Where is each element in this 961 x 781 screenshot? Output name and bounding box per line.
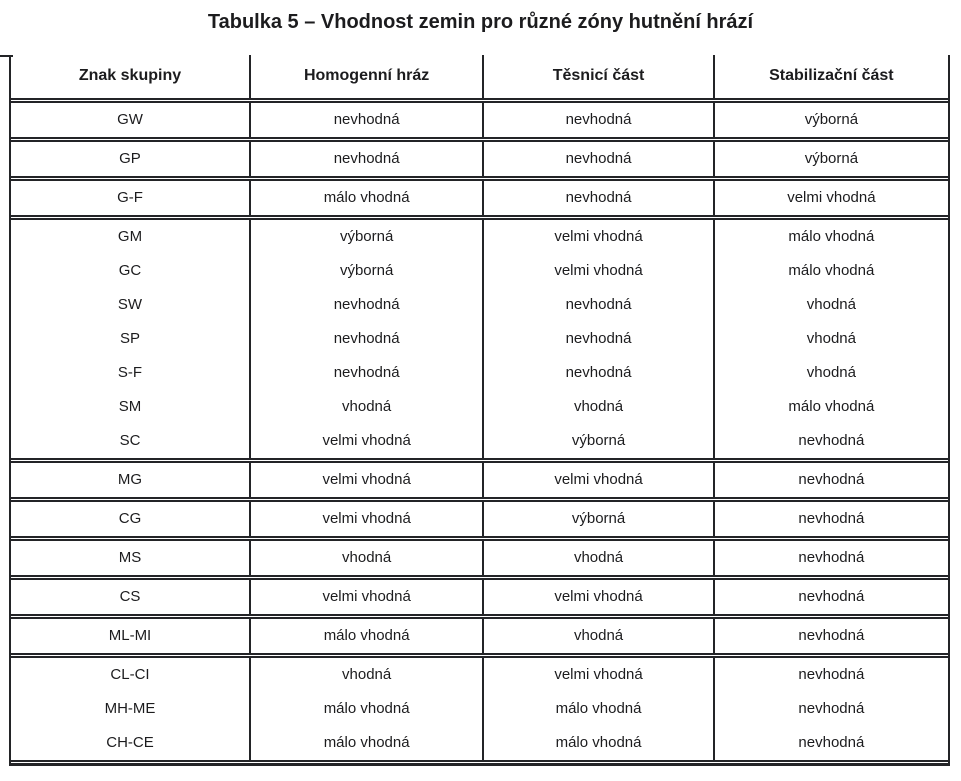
cell-suitability: výborná — [249, 220, 482, 254]
cell-suitability: výborná — [713, 142, 948, 176]
row-group — [11, 179, 948, 217]
cell-suitability: velmi vhodná — [482, 580, 713, 614]
cell-group-code-GP: GP — [119, 150, 141, 167]
cell-suitability: výborná — [713, 103, 948, 137]
table-body — [11, 101, 948, 762]
cell-group-code-GM: GM — [117, 228, 143, 245]
cell-group-code-SW: SW — [117, 296, 143, 313]
cell-group-code-CL-CI: CL-CI — [110, 666, 150, 683]
row-group — [11, 218, 948, 460]
cell-group-code-CS: CS — [119, 588, 141, 605]
cell-suitability: málo vhodná — [482, 692, 713, 726]
cell-suitability: nevhodná — [249, 356, 482, 390]
table-row-MS — [11, 541, 948, 575]
cell-suitability: málo vhodná — [249, 181, 482, 215]
cell-group-code-MS: MS — [118, 549, 142, 566]
cell-suitability: vhodná — [713, 322, 948, 356]
cell-suitability: nevhodná — [713, 726, 948, 760]
cell-group-code-SC: SC — [119, 432, 141, 449]
cell-suitability: nevhodná — [249, 103, 482, 137]
row-group — [11, 578, 948, 616]
cell-suitability: málo vhodná — [713, 390, 948, 424]
cell-group-code-ML-MI: ML-MI — [108, 627, 152, 644]
cell-suitability: vhodná — [482, 619, 713, 653]
cell-suitability: nevhodná — [482, 142, 713, 176]
cell-suitability: málo vhodná — [713, 220, 948, 254]
row-group — [11, 461, 948, 499]
column-header-homogenni-hraz: Homogenní hráz — [249, 55, 482, 98]
cell-suitability: nevhodná — [713, 463, 948, 497]
cell-suitability: velmi vhodná — [482, 220, 713, 254]
cell-group-code-MH-ME: MH-ME — [104, 700, 156, 717]
cell-suitability: velmi vhodná — [249, 580, 482, 614]
cell-suitability: velmi vhodná — [249, 463, 482, 497]
cell-suitability: nevhodná — [249, 142, 482, 176]
cell-suitability: vhodná — [713, 356, 948, 390]
cell-suitability: vhodná — [713, 288, 948, 322]
cell-group-code-S-F: S-F — [117, 364, 143, 381]
cell-suitability: nevhodná — [713, 692, 948, 726]
cell-group-code-GC: GC — [118, 262, 142, 279]
table-row-CS — [11, 580, 948, 614]
table-title: Tabulka 5 – Vhodnost zemin pro různé zóny hutnění hrází — [207, 11, 754, 33]
table-row-MH-ME — [11, 692, 948, 726]
soil-suitability-table — [9, 55, 950, 766]
cell-suitability: velmi vhodná — [482, 658, 713, 692]
table-row-CG — [11, 502, 948, 536]
cell-suitability: málo vhodná — [713, 254, 948, 288]
column-header-znak-skupiny: Znak skupiny — [78, 67, 182, 84]
cell-suitability: nevhodná — [713, 580, 948, 614]
table-row-SP — [11, 322, 948, 356]
cell-suitability: velmi vhodná — [713, 181, 948, 215]
cell-suitability: vhodná — [482, 390, 713, 424]
cell-suitability: nevhodná — [482, 288, 713, 322]
table-row-CL-CI — [11, 658, 948, 692]
table-row-MG — [11, 463, 948, 497]
cell-suitability: velmi vhodná — [249, 424, 482, 458]
cell-suitability: málo vhodná — [249, 726, 482, 760]
table-header-group — [11, 55, 948, 100]
cell-group-code-CG: CG — [118, 510, 142, 527]
table-row-GM — [11, 220, 948, 254]
cell-suitability: nevhodná — [713, 658, 948, 692]
cell-suitability: nevhodná — [713, 619, 948, 653]
column-header-tesnici-cast: Těsnicí část — [482, 55, 713, 98]
table-row-CH-CE — [11, 726, 948, 760]
cell-suitability: vhodná — [482, 541, 713, 575]
row-group — [11, 617, 948, 655]
cell-suitability: nevhodná — [713, 541, 948, 575]
cell-suitability: nevhodná — [249, 322, 482, 356]
cell-group-code-SP: SP — [119, 330, 140, 347]
row-group — [11, 500, 948, 538]
cell-suitability: velmi vhodná — [249, 502, 482, 536]
row-group — [11, 101, 948, 139]
cell-suitability: nevhodná — [482, 356, 713, 390]
table-row-ML-MI — [11, 619, 948, 653]
cell-suitability: nevhodná — [482, 103, 713, 137]
cell-group-code-SM: SM — [118, 398, 142, 415]
cell-suitability: nevhodná — [249, 288, 482, 322]
cell-group-code-MG: MG — [117, 471, 143, 488]
table-row-GW — [11, 103, 948, 137]
cell-suitability: málo vhodná — [249, 619, 482, 653]
cell-suitability: málo vhodná — [249, 692, 482, 726]
row-group — [11, 539, 948, 577]
cell-suitability: vhodná — [249, 390, 482, 424]
table-header-row — [11, 55, 948, 98]
table-row-SW — [11, 288, 948, 322]
table-row-S-F — [11, 356, 948, 390]
cell-group-code-G-F: G-F — [117, 189, 143, 206]
cell-suitability: výborná — [249, 254, 482, 288]
column-header-stabilizacni-cast: Stabilizační část — [713, 55, 948, 98]
cell-suitability: vhodná — [249, 658, 482, 692]
cell-suitability: velmi vhodná — [482, 254, 713, 288]
cell-suitability: málo vhodná — [482, 726, 713, 760]
table-row-GC — [11, 254, 948, 288]
table-row-G-F — [11, 181, 948, 215]
cell-suitability: vhodná — [249, 541, 482, 575]
cell-suitability: výborná — [482, 502, 713, 536]
cell-suitability: nevhodná — [482, 181, 713, 215]
cell-suitability: nevhodná — [713, 424, 948, 458]
row-group — [11, 656, 948, 762]
top-left-corner-tick — [0, 55, 13, 57]
cell-group-code-CH-CE: CH-CE — [106, 734, 154, 751]
cell-suitability: velmi vhodná — [482, 463, 713, 497]
cell-suitability: nevhodná — [713, 502, 948, 536]
row-group — [11, 140, 948, 178]
cell-suitability: nevhodná — [482, 322, 713, 356]
cell-group-code-GW: GW — [117, 111, 143, 128]
cell-suitability: výborná — [482, 424, 713, 458]
table-row-SM — [11, 390, 948, 424]
table-row-SC — [11, 424, 948, 458]
table-row-GP — [11, 142, 948, 176]
